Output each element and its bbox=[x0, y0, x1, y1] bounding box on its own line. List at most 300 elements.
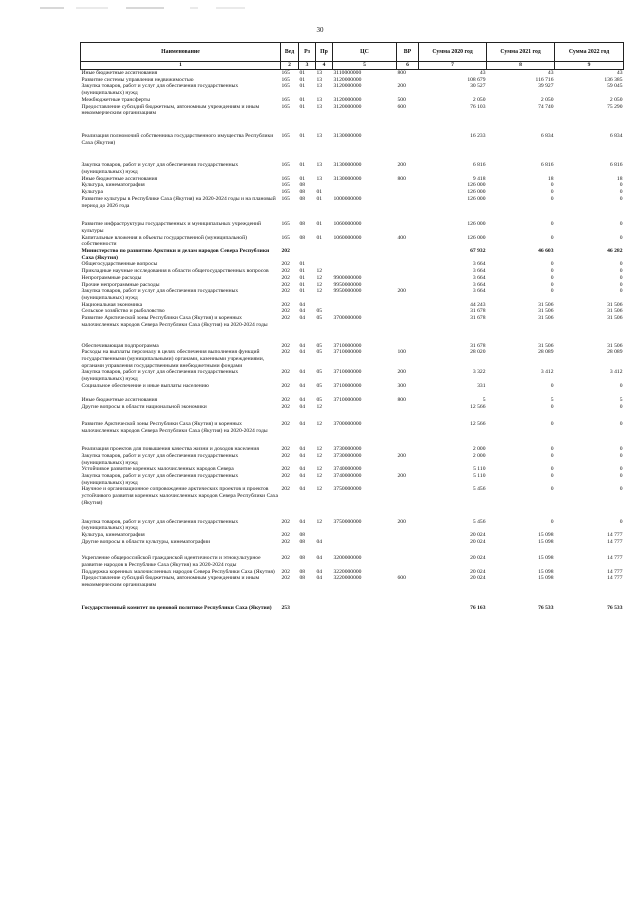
row-name: Общегосударственные вопросы bbox=[81, 261, 158, 268]
row-ved: 165 bbox=[281, 76, 290, 83]
row-sum-2021: 0 bbox=[550, 268, 554, 275]
row-ved: 202 bbox=[281, 315, 290, 322]
row-vr: 300 bbox=[397, 382, 406, 389]
table-row bbox=[81, 209, 624, 234]
row-name: Прочие непрограммные расходы bbox=[81, 281, 160, 288]
row-name: Развитие Арктической зоны Республики Саха (Якутия) и коренных малочисленных народов Севера Республики Саха (Якутия) на 2020-2024 годы bbox=[81, 420, 268, 434]
column-number: 1 bbox=[81, 62, 281, 70]
row-sum-2021: 6 816 bbox=[540, 162, 554, 169]
row-name: Государственный комитет по ценовой политике Республики Саха (Якутия) bbox=[81, 604, 272, 611]
header-cs: ЦС bbox=[333, 43, 397, 62]
row-sum-2022: 0 bbox=[619, 452, 623, 459]
table-row bbox=[81, 589, 624, 612]
row-sum-2022: 28 089 bbox=[607, 349, 623, 356]
table-row bbox=[81, 389, 624, 404]
table-row bbox=[81, 248, 624, 261]
row-cs bbox=[333, 248, 397, 261]
row-name: Иные бюджетные ассигнования bbox=[81, 175, 158, 182]
row-ved: 202 bbox=[281, 486, 290, 493]
row-pr: 04 bbox=[316, 568, 323, 575]
row-sum-2020: 44 243 bbox=[470, 301, 486, 308]
row-sum-2020: 31 678 bbox=[470, 315, 486, 322]
row-rz: 01 bbox=[299, 83, 306, 90]
row-cs bbox=[333, 308, 397, 315]
row-vr: 500 bbox=[397, 96, 406, 103]
column-number: 5 bbox=[333, 62, 397, 70]
column-number: 2 bbox=[281, 62, 299, 70]
row-ved: 202 bbox=[281, 369, 290, 376]
row-rz: 08 bbox=[299, 221, 306, 228]
row-rz: 04 bbox=[299, 420, 306, 427]
header-vr: ВР bbox=[397, 43, 419, 62]
row-sum-2022: 0 bbox=[619, 182, 623, 189]
table-row bbox=[81, 486, 624, 506]
row-rz: 04 bbox=[299, 452, 306, 459]
row-cs bbox=[333, 532, 397, 539]
row-vr bbox=[397, 77, 419, 84]
row-pr: 13 bbox=[316, 70, 323, 76]
header-ved: Вед bbox=[281, 43, 299, 62]
row-ved: 165 bbox=[281, 189, 290, 196]
row-sum-2021: 0 bbox=[550, 288, 554, 295]
table-row bbox=[81, 196, 624, 209]
row-sum-2020: 5 110 bbox=[473, 473, 486, 480]
row-vr: 200 bbox=[397, 288, 406, 295]
table-row bbox=[81, 70, 624, 77]
row-name: Реализация проектов для повышения качества жизни и доходов населения bbox=[81, 446, 259, 453]
row-sum-2022: 46 282 bbox=[607, 248, 623, 255]
row-name: Развитие культуры в Республике Саха (Якутия) на 2020-2024 годы и на плановый период до 2026 года bbox=[81, 195, 276, 209]
row-ved: 202 bbox=[281, 248, 290, 255]
row-name: Закупка товаров, работ и услуг для обеспечения государственных (муниципальных) нужд bbox=[81, 162, 239, 176]
row-sum-2020: 12 566 bbox=[470, 404, 486, 411]
row-name: Культура, кинематография bbox=[81, 182, 145, 189]
table-row bbox=[81, 77, 624, 84]
row-sum-2021: 0 bbox=[550, 195, 554, 202]
row-sum-2020: 126 000 bbox=[467, 234, 486, 241]
row-sum-2022: 14 777 bbox=[607, 568, 623, 575]
row-sum-2021: 43 bbox=[547, 70, 554, 76]
row-name: Министерство по развитию Арктики и делам народов Севера Республики Саха (Якутия) bbox=[81, 248, 270, 261]
row-pr: 01 bbox=[316, 221, 323, 228]
row-sum-2022: 14 777 bbox=[607, 575, 623, 582]
row-sum-2020: 3 322 bbox=[472, 369, 486, 376]
table-row bbox=[81, 404, 624, 411]
row-cs: 9950000000 bbox=[333, 288, 362, 295]
row-sum-2021: 0 bbox=[550, 189, 554, 196]
row-pr: 13 bbox=[316, 175, 323, 182]
row-sum-2020: 3 664 bbox=[472, 288, 486, 295]
row-sum-2022: 31 506 bbox=[607, 308, 623, 315]
row-vr: 200 bbox=[397, 162, 406, 169]
row-rz: 08 bbox=[299, 538, 306, 545]
row-rz: 04 bbox=[299, 466, 306, 473]
row-cs: 9950000000 bbox=[333, 281, 362, 288]
row-name: Иные бюджетные ассигнования bbox=[81, 70, 158, 76]
row-vr bbox=[397, 209, 419, 234]
row-ved: 202 bbox=[281, 274, 290, 281]
row-sum-2022: 76 533 bbox=[607, 604, 623, 611]
row-sum-2022: 0 bbox=[619, 281, 623, 288]
table-row bbox=[81, 282, 624, 289]
row-sum-2020: 3 664 bbox=[472, 274, 486, 281]
row-sum-2020: 16 233 bbox=[470, 132, 486, 139]
row-cs: 3130000000 bbox=[333, 162, 362, 169]
row-rz: 04 bbox=[299, 486, 306, 493]
row-rz bbox=[299, 248, 316, 261]
row-sum-2022: 0 bbox=[619, 261, 623, 268]
row-sum-2020: 126 000 bbox=[467, 189, 486, 196]
row-cs: 3710000000 bbox=[333, 397, 362, 404]
row-pr: 05 bbox=[316, 397, 323, 404]
table-row bbox=[81, 97, 624, 104]
row-name: Укрепление общероссийской гражданской идентичности и этнокультурное развитие народов в Республике Саха (Якутия) на 2020-2024 годы bbox=[81, 555, 261, 569]
row-name: Поддержка коренных малочисленных народов Севера Республики Саха (Якутия) bbox=[81, 568, 275, 575]
row-name: Закупка товаров, работ и услуг для обеспечения государственных (муниципальных) нужд bbox=[81, 518, 239, 532]
row-ved: 202 bbox=[281, 446, 290, 453]
row-vr: 200 bbox=[397, 83, 406, 90]
row-name: Межбюджетные трансферты bbox=[81, 96, 150, 103]
row-sum-2022: 6 834 bbox=[609, 132, 623, 139]
row-ved: 202 bbox=[281, 281, 290, 288]
row-rz: 01 bbox=[299, 103, 306, 110]
row-sum-2020: 2 050 bbox=[472, 96, 486, 103]
row-vr bbox=[397, 302, 419, 309]
row-pr: 12 bbox=[316, 473, 323, 480]
row-name: Научное и организационное сопровождение арктических проектов и проектов устойчивого развития коренных малочисленных народов Севера Республики Саха (Якутия) bbox=[81, 486, 278, 506]
row-ved: 202 bbox=[281, 261, 290, 268]
row-sum-2022: 0 bbox=[619, 382, 623, 389]
row-sum-2021: 15 098 bbox=[538, 531, 554, 538]
row-pr: 12 bbox=[316, 446, 323, 453]
row-pr: 04 bbox=[316, 555, 323, 562]
row-sum-2022: 18 bbox=[616, 175, 623, 182]
row-rz: 01 bbox=[299, 70, 306, 76]
row-sum-2021: 6 834 bbox=[540, 132, 554, 139]
row-pr: 05 bbox=[316, 308, 323, 315]
row-pr: 12 bbox=[316, 274, 323, 281]
row-rz: 08 bbox=[299, 575, 306, 582]
row-sum-2020: 67 932 bbox=[470, 248, 486, 255]
row-cs: 1060000000 bbox=[333, 221, 362, 228]
row-pr: 12 bbox=[316, 268, 323, 275]
table-row bbox=[81, 473, 624, 486]
row-rz: 01 bbox=[299, 288, 306, 295]
row-pr: 12 bbox=[316, 288, 323, 295]
row-sum-2020: 20 024 bbox=[470, 538, 486, 545]
row-rz: 08 bbox=[299, 189, 306, 196]
row-vr bbox=[397, 411, 419, 434]
row-ved: 202 bbox=[281, 288, 290, 295]
row-vr bbox=[397, 545, 419, 568]
row-pr: 05 bbox=[316, 349, 323, 356]
row-sum-2021: 0 bbox=[550, 473, 554, 480]
row-sum-2022: 136 385 bbox=[604, 76, 623, 83]
row-sum-2020: 76 103 bbox=[470, 103, 486, 110]
row-ved: 202 bbox=[281, 420, 290, 427]
row-pr: 01 bbox=[316, 189, 323, 196]
row-sum-2020: 2 000 bbox=[472, 452, 486, 459]
row-pr: 12 bbox=[316, 420, 323, 427]
row-sum-2021: 0 bbox=[550, 518, 554, 525]
row-sum-2022: 6 816 bbox=[609, 162, 623, 169]
row-ved: 165 bbox=[281, 175, 290, 182]
row-sum-2020: 3 664 bbox=[472, 268, 486, 275]
row-cs: 3740000000 bbox=[333, 473, 362, 480]
row-sum-2020: 108 679 bbox=[467, 76, 486, 83]
row-name: Закупка товаров, работ и услуг для обеспечения государственных (муниципальных) нужд bbox=[81, 473, 239, 486]
row-rz: 01 bbox=[299, 175, 306, 182]
row-pr: 05 bbox=[316, 382, 323, 389]
row-cs bbox=[333, 302, 397, 309]
row-pr: 12 bbox=[316, 404, 323, 411]
row-sum-2021: 116 716 bbox=[535, 76, 554, 83]
row-sum-2022: 0 bbox=[619, 518, 623, 525]
row-cs: 3120000000 bbox=[333, 83, 362, 90]
row-sum-2022: 0 bbox=[619, 268, 623, 275]
row-vr bbox=[397, 434, 419, 453]
row-sum-2020: 20 024 bbox=[470, 555, 486, 562]
row-sum-2022: 75 290 bbox=[607, 103, 623, 110]
table-row bbox=[81, 383, 624, 390]
row-sum-2020: 126 000 bbox=[467, 221, 486, 228]
row-sum-2020: 5 110 bbox=[473, 466, 486, 473]
row-sum-2021: 5 bbox=[550, 397, 554, 404]
row-sum-2022: 0 bbox=[619, 189, 623, 196]
row-sum-2021: 18 bbox=[547, 175, 554, 182]
row-sum-2020: 3 664 bbox=[472, 281, 486, 288]
row-sum-2020: 31 678 bbox=[470, 342, 486, 349]
row-pr: 13 bbox=[316, 132, 323, 139]
row-vr: 600 bbox=[397, 103, 406, 110]
row-name: Социальное обеспечение и иные выплаты населению bbox=[81, 382, 209, 389]
row-ved: 165 bbox=[281, 96, 290, 103]
table-row bbox=[81, 302, 624, 309]
row-rz: 01 bbox=[299, 96, 306, 103]
row-sum-2022: 43 bbox=[616, 70, 623, 76]
row-name: Закупка товаров, работ и услуг для обеспечения государственных (муниципальных) нужд bbox=[81, 288, 239, 301]
row-ved: 202 bbox=[281, 308, 290, 315]
row-pr: 13 bbox=[316, 103, 323, 110]
row-sum-2020: 5 456 bbox=[472, 486, 486, 493]
row-pr: 05 bbox=[316, 342, 323, 349]
row-name: Реализация полномочий собственника государственного имущества Республики Саха (Якутия) bbox=[81, 132, 274, 146]
table-row bbox=[81, 507, 624, 532]
row-pr: 01 bbox=[316, 234, 323, 241]
row-vr: 200 bbox=[397, 473, 406, 480]
row-name: Культура bbox=[81, 189, 103, 196]
row-name: Устойчивое развитие коренных малочисленных народов Севера bbox=[81, 466, 234, 473]
row-sum-2021: 15 098 bbox=[538, 538, 554, 545]
row-sum-2021: 31 506 bbox=[538, 315, 554, 322]
row-name: Национальная экономика bbox=[81, 301, 143, 308]
table-row bbox=[81, 466, 624, 473]
row-pr: 13 bbox=[316, 96, 323, 103]
row-rz: 04 bbox=[299, 473, 306, 480]
row-rz: 08 bbox=[299, 234, 306, 241]
row-rz: 01 bbox=[299, 281, 306, 288]
row-cs: 3120000000 bbox=[333, 96, 362, 103]
row-vr bbox=[397, 466, 419, 473]
row-sum-2022: 0 bbox=[619, 274, 623, 281]
row-cs: 3130000000 bbox=[333, 132, 362, 139]
row-sum-2021: 28 089 bbox=[538, 349, 554, 356]
table-row bbox=[81, 434, 624, 453]
row-pr: 04 bbox=[316, 538, 323, 545]
row-sum-2022: 0 bbox=[619, 446, 623, 453]
row-pr bbox=[316, 589, 333, 612]
row-name: Развитие системы управления недвижимостью bbox=[81, 76, 194, 83]
table-row bbox=[81, 532, 624, 539]
row-rz: 01 bbox=[299, 261, 306, 268]
row-ved: 202 bbox=[281, 397, 290, 404]
row-ved: 202 bbox=[281, 382, 290, 389]
row-rz: 04 bbox=[299, 349, 306, 356]
row-name: Другие вопросы в области культуры, кинематографии bbox=[81, 538, 211, 545]
row-cs: 3110000000 bbox=[333, 70, 362, 76]
row-ved: 202 bbox=[281, 452, 290, 459]
row-name: Развитие инфраструктуры государственных и муниципальных учреждений культуры bbox=[81, 221, 262, 234]
header-sum-2021: Сумма 2021 год bbox=[487, 43, 555, 62]
row-pr: 04 bbox=[316, 575, 323, 582]
table-row bbox=[81, 235, 624, 248]
row-ved: 202 bbox=[281, 531, 290, 538]
row-rz: 04 bbox=[299, 301, 306, 308]
table-row bbox=[81, 104, 624, 117]
row-pr bbox=[316, 532, 333, 539]
row-rz: 04 bbox=[299, 308, 306, 315]
row-vr bbox=[397, 315, 419, 328]
table-row bbox=[81, 308, 624, 315]
row-sum-2021: 0 bbox=[550, 466, 554, 473]
row-vr: 800 bbox=[397, 70, 406, 76]
row-cs bbox=[333, 539, 397, 546]
row-vr: 200 bbox=[397, 369, 406, 376]
row-vr bbox=[397, 308, 419, 315]
row-sum-2021: 39 927 bbox=[538, 83, 554, 90]
row-cs: 3710000000 bbox=[333, 382, 362, 389]
row-ved: 165 bbox=[281, 195, 290, 202]
table-row bbox=[81, 83, 624, 96]
row-sum-2021: 0 bbox=[550, 182, 554, 189]
table-row bbox=[81, 369, 624, 382]
header-rz: Рз bbox=[299, 43, 316, 62]
row-name: Предоставление субсидий бюджетным, автономным учреждениям и иным некоммерческим организациям bbox=[81, 575, 260, 589]
row-pr: 05 bbox=[316, 315, 323, 322]
row-sum-2020: 30 527 bbox=[470, 83, 486, 90]
row-ved: 202 bbox=[281, 466, 290, 473]
row-ved: 202 bbox=[281, 473, 290, 480]
row-vr bbox=[397, 282, 419, 289]
row-pr bbox=[316, 302, 333, 309]
row-vr bbox=[397, 117, 419, 146]
row-ved: 165 bbox=[281, 234, 290, 241]
row-pr: 12 bbox=[316, 518, 323, 525]
row-name: Непрограммные расходы bbox=[81, 274, 142, 281]
row-sum-2022: 14 777 bbox=[607, 555, 623, 562]
row-rz: 08 bbox=[299, 195, 306, 202]
row-sum-2020: 12 566 bbox=[470, 420, 486, 427]
row-rz: 04 bbox=[299, 315, 306, 322]
row-cs: 3120000000 bbox=[333, 103, 362, 110]
row-sum-2021: 0 bbox=[550, 420, 554, 427]
header-pr: Пр bbox=[316, 43, 333, 62]
row-ved: 202 bbox=[281, 568, 290, 575]
row-rz: 04 bbox=[299, 369, 306, 376]
row-sum-2020: 28 020 bbox=[470, 349, 486, 356]
row-name: Прикладные научные исследования в области общегосударственных вопросов bbox=[81, 268, 269, 275]
row-rz: 08 bbox=[299, 531, 306, 538]
row-cs: 3120000000 bbox=[333, 76, 362, 83]
table-row bbox=[81, 539, 624, 546]
row-rz: 08 bbox=[299, 555, 306, 562]
row-sum-2021: 15 098 bbox=[538, 575, 554, 582]
row-vr: 400 bbox=[397, 234, 406, 241]
row-sum-2022: 59 045 bbox=[607, 83, 623, 90]
row-rz: 04 bbox=[299, 404, 306, 411]
row-sum-2021: 2 050 bbox=[540, 96, 554, 103]
table-row bbox=[81, 575, 624, 588]
table-row bbox=[81, 349, 624, 369]
row-sum-2022: 0 bbox=[619, 420, 623, 427]
column-number: 4 bbox=[316, 62, 333, 70]
row-name: Культура, кинематография bbox=[81, 531, 145, 538]
column-number-row bbox=[81, 62, 624, 70]
row-sum-2022: 5 bbox=[619, 397, 623, 404]
row-ved: 165 bbox=[281, 83, 290, 90]
row-rz: 01 bbox=[299, 162, 306, 169]
row-pr: 13 bbox=[316, 83, 323, 90]
row-vr bbox=[397, 275, 419, 282]
row-vr: 200 bbox=[397, 452, 406, 459]
table-row bbox=[81, 411, 624, 434]
row-name: Развитие Арктической зоны Республики Саха (Якутия) и коренных малочисленных народов Севера Республики Саха (Якутия) на 2020-2024 годы bbox=[81, 315, 268, 328]
row-sum-2021: 0 bbox=[550, 261, 554, 268]
row-sum-2021: 0 bbox=[550, 234, 554, 241]
row-cs bbox=[333, 182, 397, 189]
row-vr bbox=[397, 261, 419, 268]
row-pr bbox=[316, 261, 333, 268]
row-ved: 202 bbox=[281, 518, 290, 525]
row-ved: 202 bbox=[281, 555, 290, 562]
table-row bbox=[81, 545, 624, 568]
row-sum-2021: 0 bbox=[550, 452, 554, 459]
row-pr: 01 bbox=[316, 195, 323, 202]
row-pr bbox=[316, 248, 333, 261]
row-sum-2021: 3 412 bbox=[540, 369, 554, 376]
row-sum-2022: 0 bbox=[619, 195, 623, 202]
row-vr bbox=[397, 539, 419, 546]
row-cs: 1000000000 bbox=[333, 195, 362, 202]
row-cs: 3740000000 bbox=[333, 466, 362, 473]
row-rz: 01 bbox=[299, 274, 306, 281]
row-cs: 3710000000 bbox=[333, 369, 362, 376]
row-name: Обеспечивающая подпрограмма bbox=[81, 342, 159, 349]
row-rz: 04 bbox=[299, 397, 306, 404]
row-vr bbox=[397, 189, 419, 196]
row-cs bbox=[333, 268, 397, 275]
row-cs bbox=[333, 404, 397, 411]
row-cs: 3710000000 bbox=[333, 342, 362, 349]
row-sum-2020: 20 024 bbox=[470, 531, 486, 538]
row-pr: 05 bbox=[316, 369, 323, 376]
column-number: 6 bbox=[397, 62, 419, 70]
row-vr bbox=[397, 248, 419, 261]
row-rz: 04 bbox=[299, 446, 306, 453]
row-sum-2020: 9 418 bbox=[472, 175, 486, 182]
row-cs: 3700000000 bbox=[333, 315, 362, 322]
table-body bbox=[81, 70, 624, 612]
